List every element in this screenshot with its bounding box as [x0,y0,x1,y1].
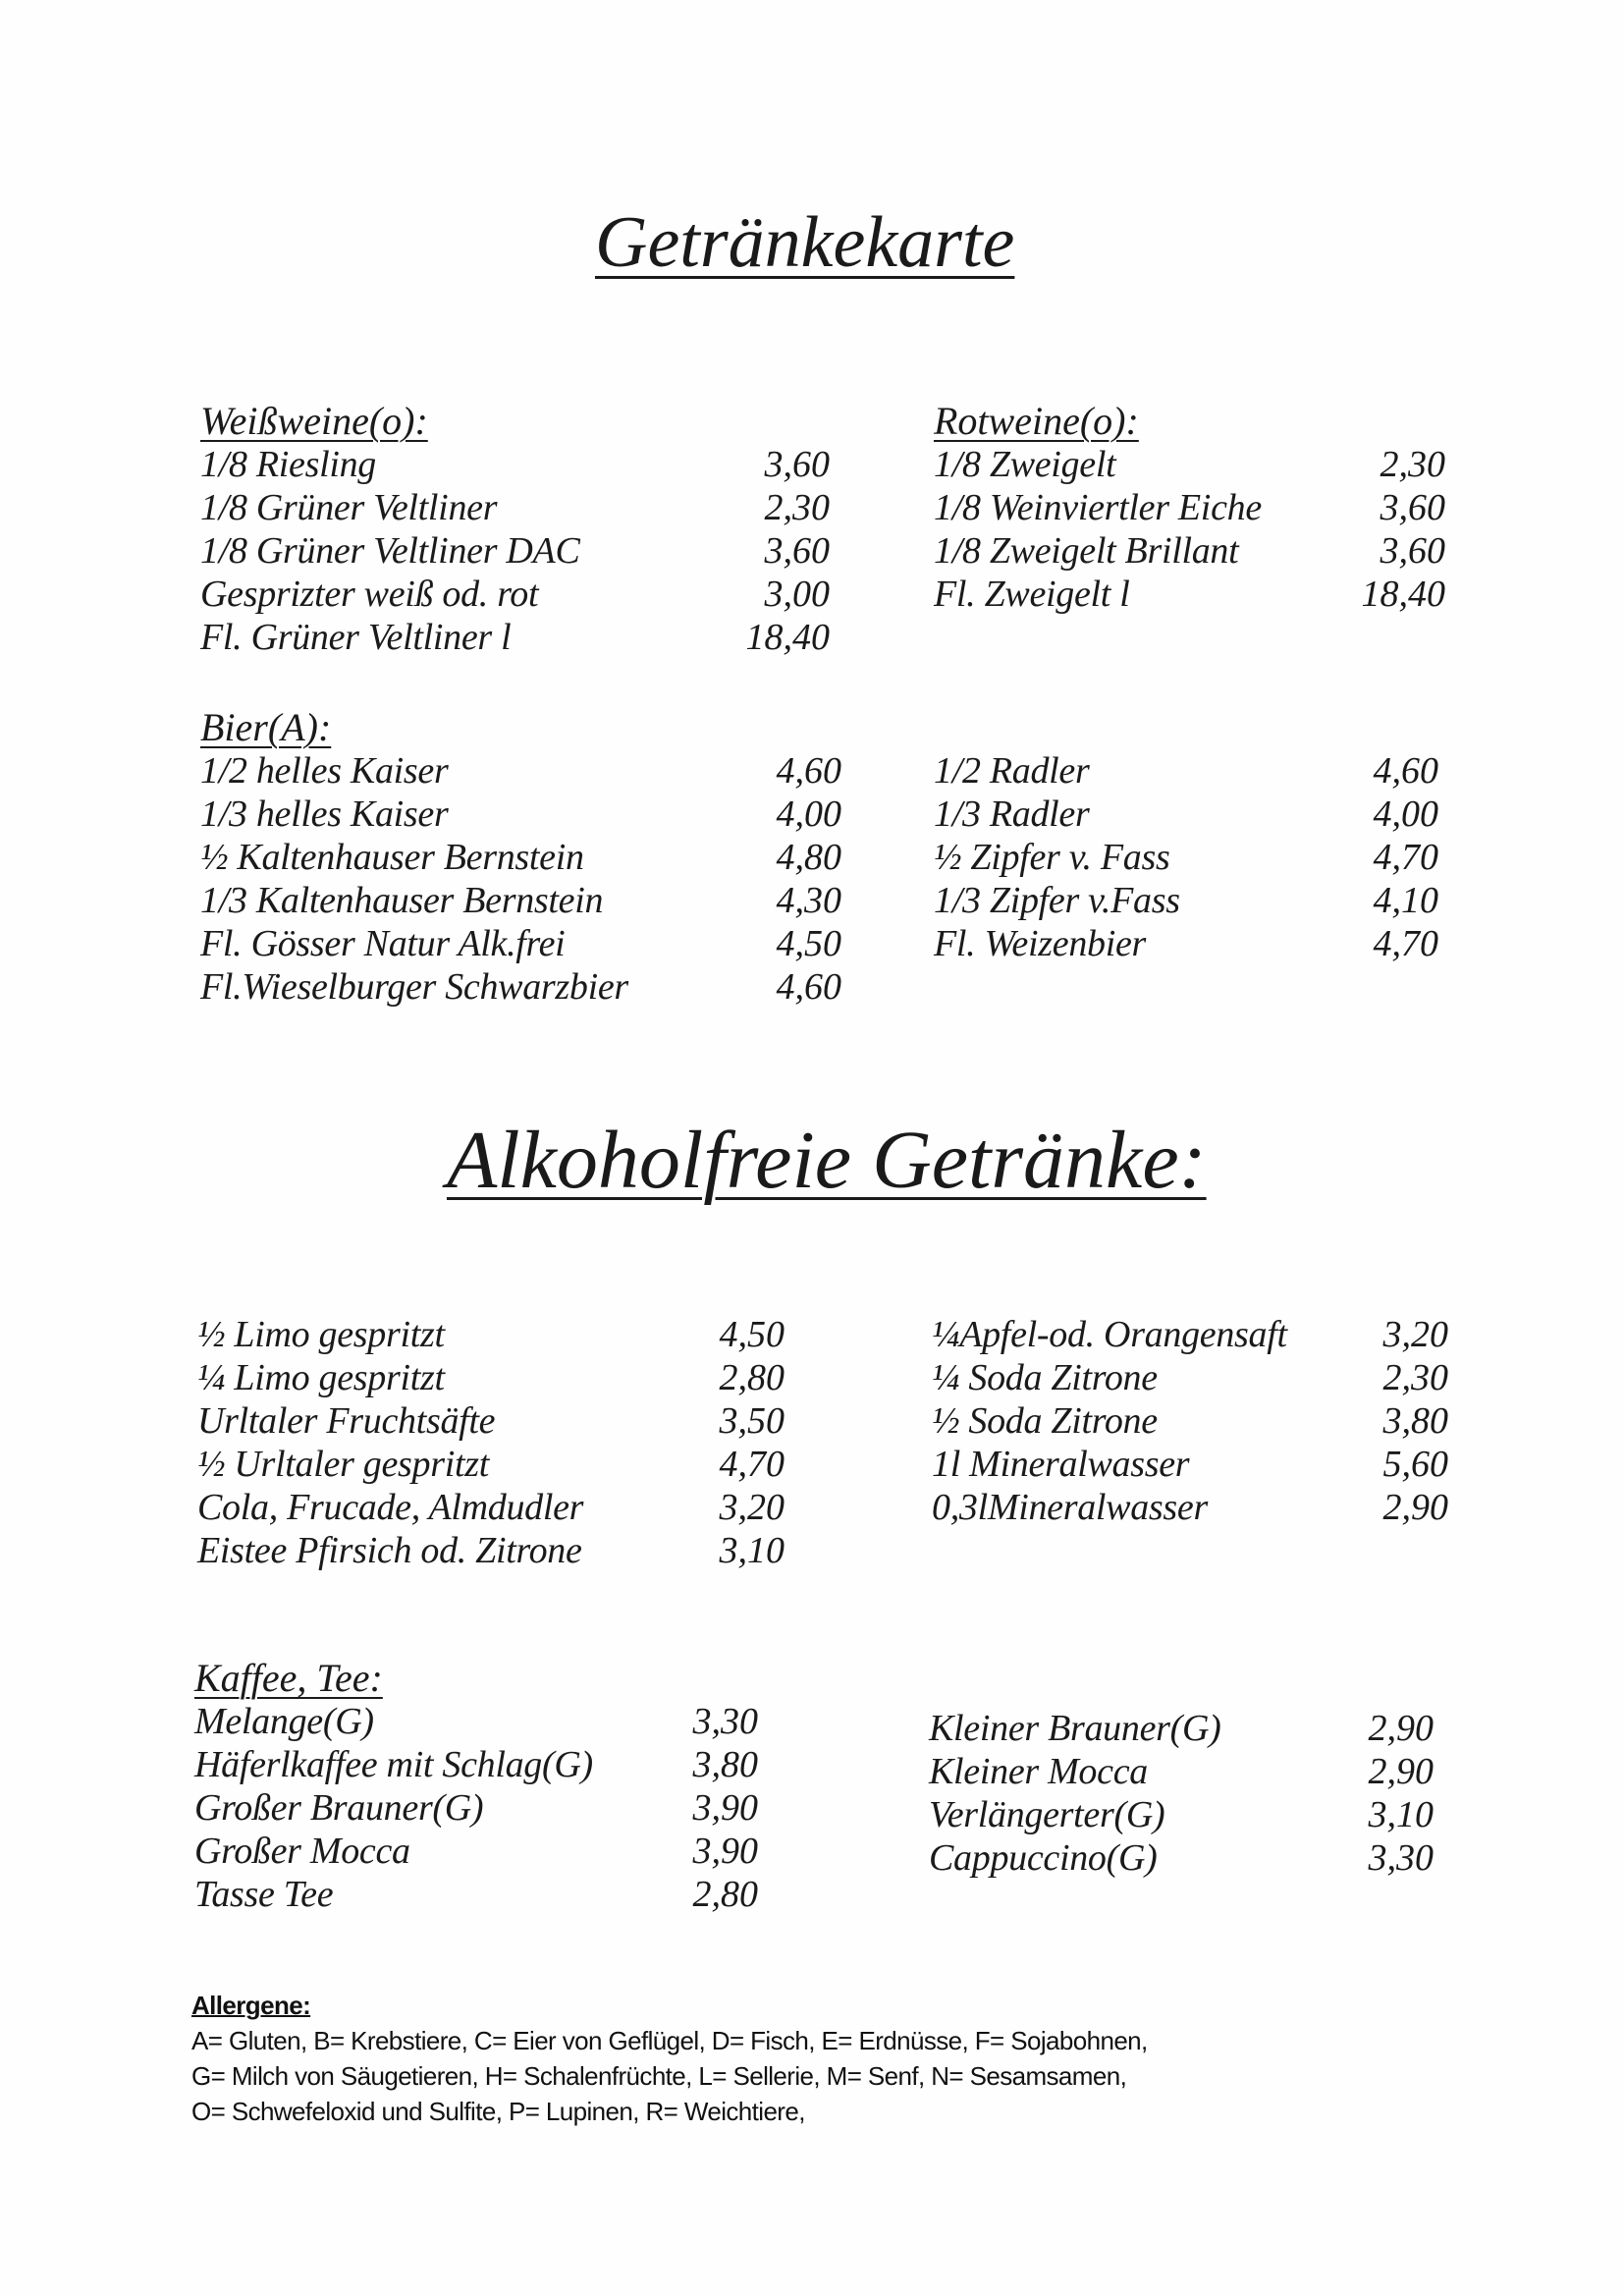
item-name: ¼Apfel-od. Orangensaft [932,1314,1287,1355]
item-price: 2,80 [692,1874,758,1915]
menu-item [194,1873,758,1916]
item-price: 3,00 [764,574,830,615]
item-price: 4,00 [776,793,841,835]
non-alcoholic-title: Alkoholfreie Getränke: [447,1115,1207,1206]
section-white-wine [200,400,830,659]
item-price: 4,60 [776,750,841,792]
item-name: ½ Zipfer v. Fass [934,837,1170,878]
item-name: 1/8 Zweigelt [934,444,1116,485]
menu-item [200,573,830,616]
item-name: 0,3lMineralwasser [932,1487,1208,1528]
menu-item [200,486,830,529]
menu-item [200,443,830,486]
menu-item [932,1356,1448,1399]
menu-item [934,879,1438,922]
item-name: Tasse Tee [194,1874,334,1915]
menu-item [932,1486,1448,1529]
menu-item [932,1399,1448,1443]
item-name: Kleiner Brauner(G) [929,1708,1221,1749]
menu-item [934,529,1445,573]
item-name: 1l Mineralwasser [932,1444,1190,1485]
item-price: 3,80 [1382,1400,1448,1442]
item-price: 3,60 [1380,530,1445,572]
allergen-line: G= Milch von Säugetieren, H= Schalenfrüchte, L= Sellerie, M= Senf, N= Sesamsamen, [191,2061,1127,2091]
item-price: 4,60 [776,966,841,1008]
item-price: 4,60 [1373,750,1438,792]
allergen-line: O= Schwefeloxid und Sulfite, P= Lupinen, R= Weichtiere, [191,2097,805,2126]
item-name: 1/8 Riesling [200,444,376,485]
menu-item [200,922,841,965]
item-name: 1/8 Weinviertler Eiche [934,487,1262,528]
menu-item [929,1707,1434,1750]
menu-item [200,616,830,659]
item-price: 3,60 [764,530,830,572]
page-title: Getränkekarte [595,202,1015,283]
menu-item [929,1836,1434,1880]
menu-item [200,793,841,836]
menu-item [934,749,1438,793]
item-price: 3,50 [719,1400,785,1442]
item-price: 4,80 [776,837,841,878]
item-name: ½ Kaltenhauser Bernstein [200,837,584,878]
section-coffee-right [929,1707,1434,1880]
menu-item [934,486,1445,529]
item-name: Cappuccino(G) [929,1837,1158,1879]
item-price: 3,10 [719,1530,785,1571]
item-name: Fl.Wieselburger Schwarzbier [200,966,628,1008]
item-name: 1/3 Kaltenhauser Bernstein [200,880,604,921]
item-name: ½ Limo gespritzt [197,1314,445,1355]
menu-item [932,1443,1448,1486]
menu-item [200,836,841,879]
item-price: 18,40 [1361,574,1445,615]
item-name: Häferlkaffee mit Schlag(G) [194,1744,593,1785]
section-header: Weißweine(o): [200,399,428,443]
item-name: ½ Urltaler gespritzt [197,1444,489,1485]
section-header: Rotweine(o): [934,399,1139,443]
item-name: Kleiner Mocca [929,1751,1148,1792]
item-price: 4,10 [1373,880,1438,921]
menu-item [197,1529,785,1572]
menu-item [934,836,1438,879]
menu-item [194,1830,758,1873]
menu-item [197,1399,785,1443]
item-name: 1/3 Zipfer v.Fass [934,880,1180,921]
item-name: Cola, Frucade, Almdudler [197,1487,584,1528]
item-price: 2,30 [764,487,830,528]
menu-item [929,1793,1434,1836]
menu-item [934,573,1445,616]
item-price: 2,90 [1368,1751,1434,1792]
item-price: 4,70 [719,1444,785,1485]
item-name: 1/2 helles Kaiser [200,750,449,792]
menu-item [932,1313,1448,1356]
menu-item [197,1486,785,1529]
item-name: Verlängerter(G) [929,1794,1165,1835]
item-name: Großer Brauner(G) [194,1787,484,1829]
item-name: Fl. Grüner Veltliner l [200,617,512,658]
item-price: 4,50 [719,1314,785,1355]
menu-item [934,793,1438,836]
item-price: 3,30 [1368,1837,1434,1879]
item-price: 3,10 [1368,1794,1434,1835]
item-name: Urltaler Fruchtsäfte [197,1400,496,1442]
item-price: 5,60 [1382,1444,1448,1485]
section-header: Kaffee, Tee: [194,1656,383,1700]
item-name: 1/8 Grüner Veltliner DAC [200,530,580,572]
section-beer-left [200,706,841,1009]
item-price: 3,80 [692,1744,758,1785]
item-name: ½ Soda Zitrone [932,1400,1158,1442]
item-price: 2,80 [719,1357,785,1398]
item-price: 2,90 [1382,1487,1448,1528]
section-soft-drinks-right [932,1313,1448,1529]
item-price: 3,60 [1380,487,1445,528]
item-name: Gesprizter weiß od. rot [200,574,539,615]
item-name: 1/8 Zweigelt Brillant [934,530,1239,572]
menu-item [200,529,830,573]
item-name: Eistee Pfirsich od. Zitrone [197,1530,582,1571]
menu-item [194,1786,758,1830]
item-name: 1/2 Radler [934,750,1090,792]
menu-item [200,749,841,793]
item-name: 1/3 helles Kaiser [200,793,449,835]
item-price: 4,70 [1373,923,1438,964]
item-name: 1/3 Radler [934,793,1090,835]
section-red-wine [934,400,1445,616]
item-price: 3,60 [764,444,830,485]
allergen-legend [191,1988,1148,2129]
item-price: 4,50 [776,923,841,964]
item-name: ¼ Soda Zitrone [932,1357,1158,1398]
item-price: 3,90 [692,1831,758,1872]
item-price: 2,90 [1368,1708,1434,1749]
menu-item [929,1750,1434,1793]
menu-item [197,1313,785,1356]
item-name: ¼ Limo gespritzt [197,1357,445,1398]
section-coffee-left [194,1657,758,1916]
allergen-header: Allergene: [191,1991,311,2020]
item-name: Fl. Zweigelt l [934,574,1130,615]
menu-item [200,879,841,922]
item-name: Fl. Weizenbier [934,923,1147,964]
item-price: 4,30 [776,880,841,921]
menu-item [934,922,1438,965]
menu-item [194,1743,758,1786]
item-name: 1/8 Grüner Veltliner [200,487,498,528]
item-name: Fl. Gösser Natur Alk.frei [200,923,566,964]
section-header: Bier(A): [200,705,332,749]
item-price: 2,30 [1380,444,1445,485]
item-price: 4,00 [1373,793,1438,835]
menu-item [197,1443,785,1486]
item-price: 3,20 [1382,1314,1448,1355]
item-price: 2,30 [1382,1357,1448,1398]
menu-item [200,965,841,1009]
item-name: Großer Mocca [194,1831,410,1872]
menu-item [934,443,1445,486]
menu-item [194,1700,758,1743]
item-price: 18,40 [745,617,830,658]
item-price: 3,20 [719,1487,785,1528]
item-price: 4,70 [1373,837,1438,878]
section-beer-right [934,749,1438,965]
item-name: Melange(G) [194,1701,374,1742]
section-soft-drinks-left [197,1313,785,1572]
menu-item [197,1356,785,1399]
item-price: 3,30 [692,1701,758,1742]
item-price: 3,90 [692,1787,758,1829]
allergen-line: A= Gluten, B= Krebstiere, C= Eier von Geflügel, D= Fisch, E= Erdnüsse, F= Sojabohnen, [191,2026,1148,2055]
